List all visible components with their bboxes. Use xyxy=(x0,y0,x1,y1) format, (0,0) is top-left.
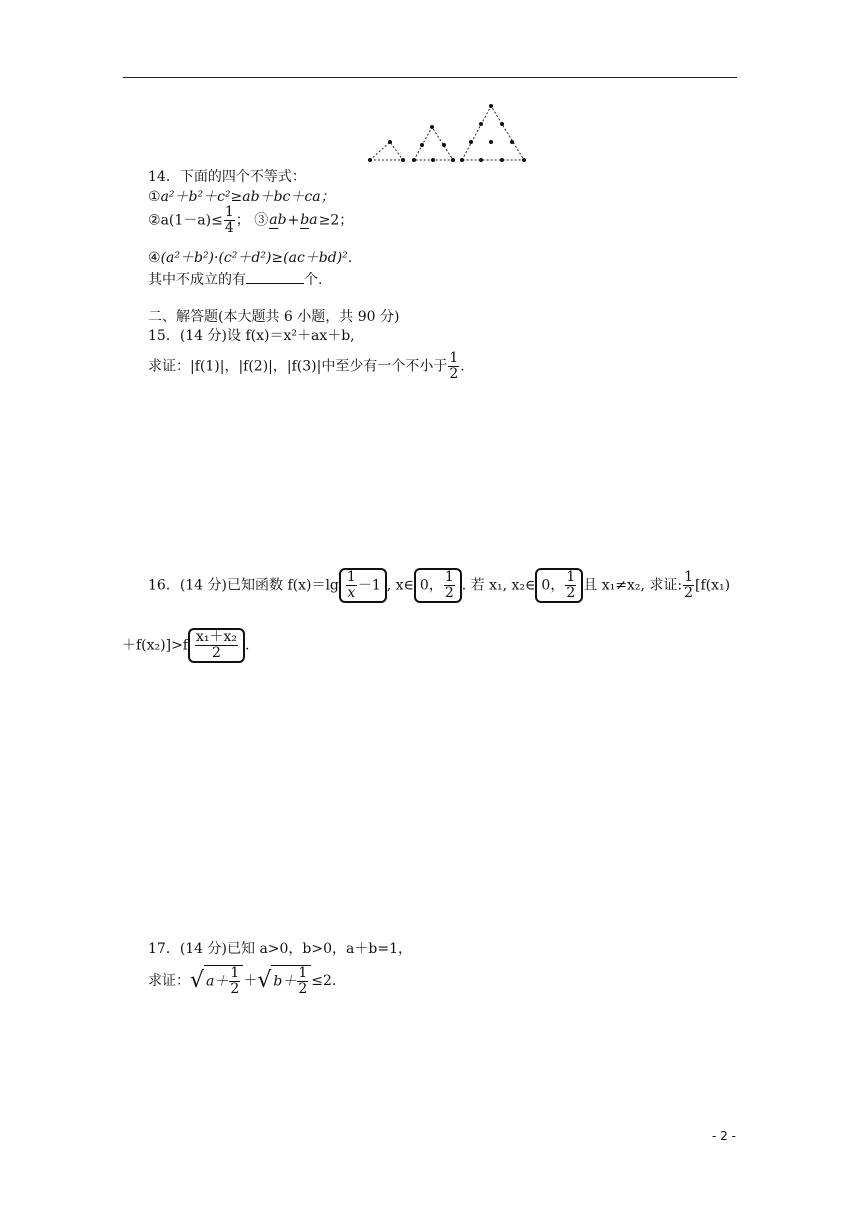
interval-left: 0， xyxy=(419,577,443,594)
q17-sqrt2-text: b＋ xyxy=(273,973,297,990)
frac-den: b xyxy=(277,212,287,228)
q14-conclusion-prefix: 其中不成立的有 xyxy=(148,272,246,288)
q17-half-2 xyxy=(297,966,308,997)
q14-item1 xyxy=(148,188,335,206)
sqrt-icon: √ xyxy=(257,968,272,993)
q14-item4 xyxy=(148,249,352,267)
q14-item4-text: (a²＋b²)·(c²＋d²)≥(ac＋bd)². xyxy=(160,250,353,266)
q14-a-over-b xyxy=(269,213,286,228)
q14-item1-text: a²＋b²＋c²≥ab＋bc＋ca； xyxy=(160,189,335,205)
frac-num: 1 xyxy=(224,204,234,220)
interval-half xyxy=(444,570,455,601)
section2-heading: 二、解答题(本大题共 6 小题，共 90 分) xyxy=(148,309,400,325)
frac-den: 2 xyxy=(212,645,221,661)
q16-end: . xyxy=(245,637,250,654)
q14-item2-mark: ② xyxy=(148,212,161,229)
q14-item3-mark: ③ xyxy=(254,212,269,229)
q14-item1-mark: ① xyxy=(148,189,161,205)
q16-if-text: . 若 x₁, x₂∈ xyxy=(461,577,536,594)
triangle-dots-figure xyxy=(360,98,530,166)
frac-den: 2 xyxy=(298,981,308,997)
frac-den: a xyxy=(309,212,318,228)
q15-line2-prefix: 求证：|f(1)|，|f(2)|，|f(3)|中至少有一个不小于 xyxy=(148,358,448,375)
interval-half xyxy=(565,570,576,601)
q16-bracket-text: [f(x₁) xyxy=(695,577,731,594)
q16-interval-2 xyxy=(535,568,583,603)
q16-midpoint-fraction xyxy=(195,630,238,661)
frac-num: 1 xyxy=(230,965,240,981)
frac-num: 1 xyxy=(298,965,308,981)
frac-den: 2 xyxy=(230,981,240,997)
q15-line2 xyxy=(148,351,465,382)
frac-num: b xyxy=(300,212,310,228)
q16-one-over-x xyxy=(346,570,357,601)
q16-prefix: 16．(14 分)已知函数 f(x)＝lg xyxy=(148,577,339,594)
q14-ge2: ≥2； xyxy=(318,212,354,229)
answer-blank xyxy=(246,269,304,284)
q16-minus-one: －1 xyxy=(357,577,381,594)
q16-interval-1 xyxy=(414,568,462,603)
q14-semicolon: ； xyxy=(235,212,250,229)
frac-den: x xyxy=(347,585,356,601)
q17-plus: ＋ xyxy=(243,973,258,989)
frac-num: x₁＋x₂ xyxy=(196,629,238,645)
q14-quarter-fraction xyxy=(224,205,235,236)
q16-log-argument xyxy=(339,568,387,603)
q14-title: 14．下面的四个不等式： xyxy=(148,169,306,185)
frac-den: 2 xyxy=(684,585,693,601)
q16-line1 xyxy=(148,568,730,603)
frac-num: 1 xyxy=(684,569,693,585)
q16-midpoint-argument xyxy=(188,628,245,663)
frac-num: 1 xyxy=(444,569,454,585)
q14-item2-3 xyxy=(148,205,353,236)
q17-line1: 17．(14 分)已知 a>0，b>0，a＋b=1， xyxy=(148,941,412,957)
q14-item2-text: a(1－a)≤ xyxy=(160,212,223,229)
page-number: - 2 - xyxy=(712,1129,736,1143)
frac-num: a xyxy=(269,212,278,228)
q14-b-over-a xyxy=(300,213,317,228)
q15-line1: 15．(14 分)设 f(x)＝x²＋ax＋b, xyxy=(148,328,355,344)
frac-den: 2 xyxy=(566,585,576,601)
sqrt-icon: √ xyxy=(190,968,205,993)
q17-sqrt1-text: a＋ xyxy=(206,973,229,990)
q16-domain-prefix: , x∈ xyxy=(386,577,414,594)
q16-line2-prefix: ＋f(x₂)]>f xyxy=(122,637,188,654)
q16-half-fraction xyxy=(683,570,694,601)
header-rule xyxy=(123,77,737,78)
interval-left: 0， xyxy=(541,577,565,594)
frac-num: 1 xyxy=(449,350,459,366)
frac-num: 1 xyxy=(346,569,356,585)
q17-sqrt-1 xyxy=(204,965,243,997)
q14-item4-mark: ④ xyxy=(148,250,161,266)
q16-condition: 且 x₁≠x₂, 求证: xyxy=(583,577,683,594)
frac-num: 1 xyxy=(566,569,576,585)
q14-conclusion-suffix: 个. xyxy=(304,272,323,288)
q17-half-1 xyxy=(229,966,240,997)
q16-line2 xyxy=(122,628,249,663)
frac-den: 2 xyxy=(444,585,454,601)
q15-period: . xyxy=(460,358,465,375)
q17-le: ≤2. xyxy=(311,973,337,989)
frac-den: 2 xyxy=(449,366,459,382)
q17-sqrt-2 xyxy=(271,965,311,997)
q14-plus: + xyxy=(287,212,300,229)
q14-conclusion xyxy=(148,269,322,289)
q17-line2 xyxy=(148,965,336,997)
frac-den: 4 xyxy=(224,220,234,236)
q15-half-fraction xyxy=(448,351,459,382)
q17-prove-prefix: 求证： xyxy=(148,973,190,989)
